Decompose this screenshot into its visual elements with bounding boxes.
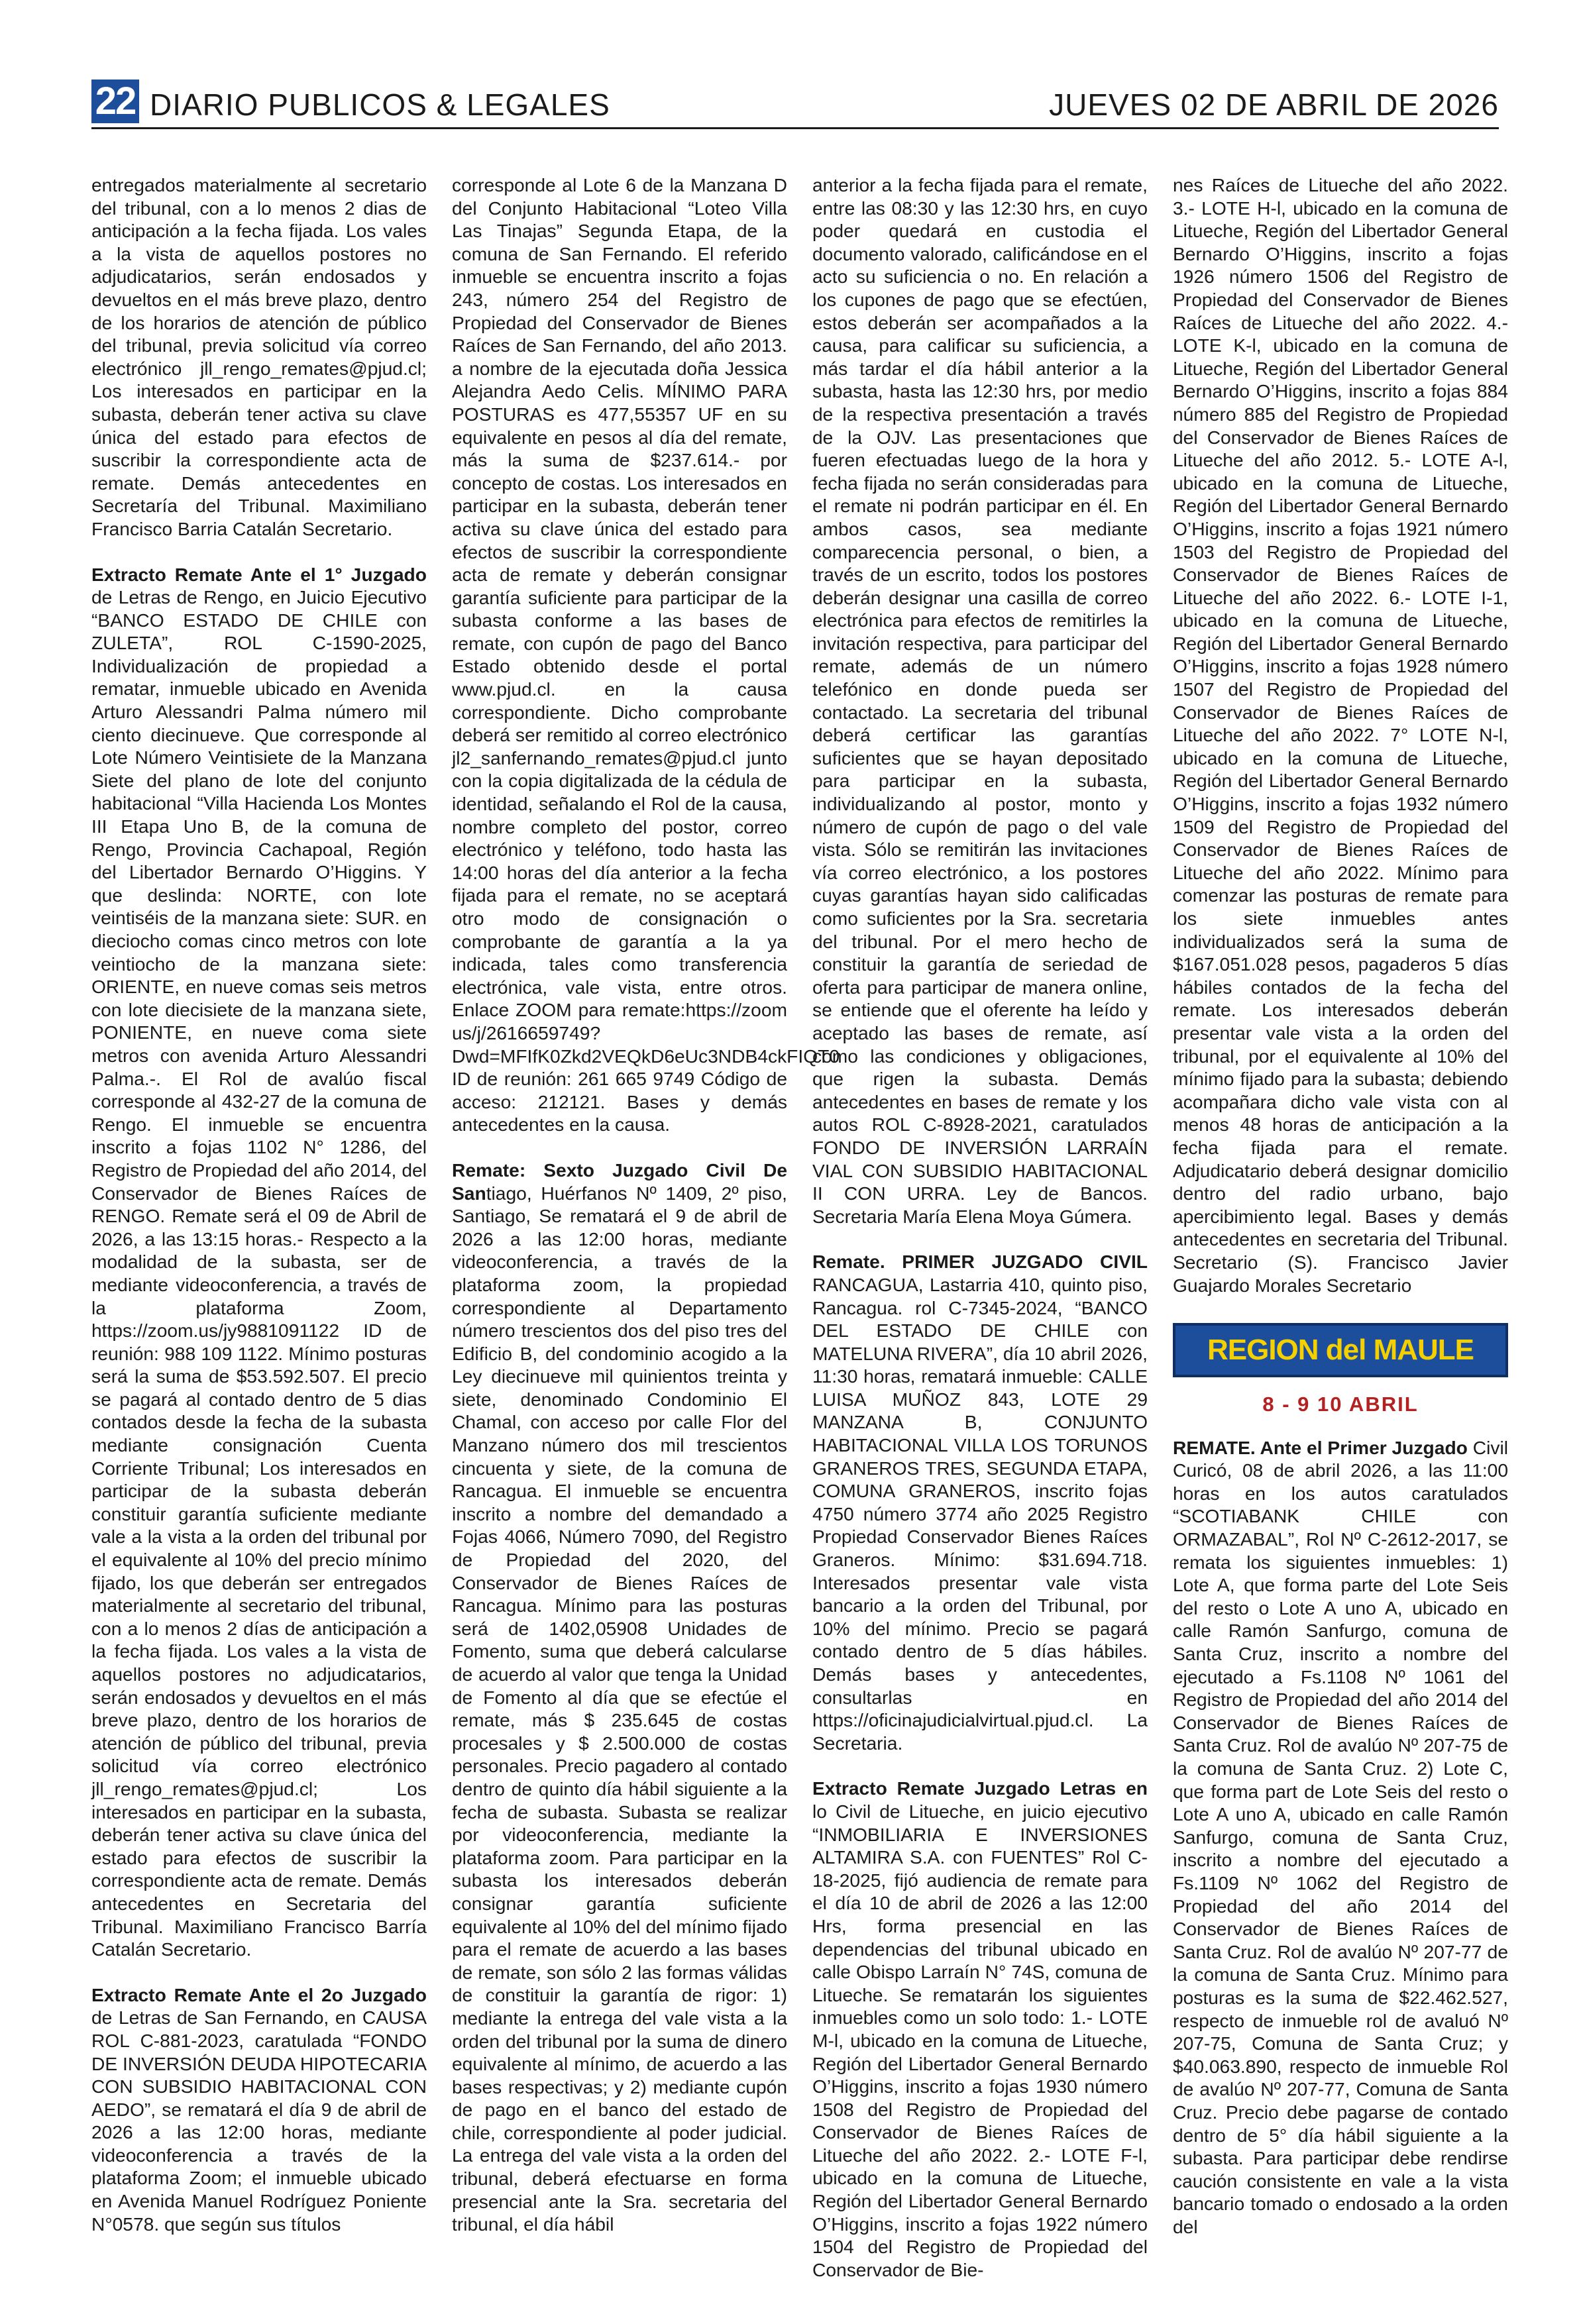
notice-continuation (452, 174, 840, 1136)
region-banner-label: REGION del MAULE (1207, 1333, 1474, 1366)
column-1 (91, 174, 427, 2287)
column-4 (1173, 174, 1508, 2287)
notice-heading: REMATE. Ante el Primer Juzgado (1173, 1436, 1468, 1458)
notice-heading: Remate. PRIMER JUZGADO CIVIL (812, 1251, 1148, 1273)
notice-text: de Letras de Rengo, en Juicio Ejecutivo “BANCO ESTADO DE CHILE con ZULETA”, ROL C-1590-2025, Individualización de propiedad a rematar, inmueble ubicado en Avenida Arturo Alessandri Palma número mil ciento diecinueve. Que corresponde al Lote Número Veintisiete de la Manzana Siete del plano de lote del conjunto habitacional “Villa Hacienda Los Montes III Etapa Uno B, de la comuna de Rengo, Provincia Cachapoal, Región del Libertador Bernardo O’Higgins. Y que deslinda: NORTE, con lote veintiséis de la manzana siete: SUR. en dieciocho comas cinco metros con lote veintiocho de la manzana siete: ORIENTE, en nueve comas seis metros con lote diecisiete de la manzana siete, PONIENTE, en nueve coma siete metros con avenida Arturo Alessandri Palma.-. El Rol de avalúo fiscal corresponde al 432-27 de la comuna de Rengo. El inmueble se encuentra inscrito a fojas 1102 N° 1286, del Registro de Propiedad del año 2014, del Conservador de Bienes Raíces de RENGO. Remate será el 09 de Abril de 2026, a las 13:15 horas.- Respecto a la modalidad de la subasta, ser de mediante videoconferencia, a través de la plataforma Zoom, https://zoom.us/jy9881091122 ID de reunión: 988 109 1122. Mínimo posturas será la suma de $53.592.507. El precio se pagará al contado dentro de 5 dias contados desde la fecha de la subasta mediante consignación Cuenta Corriente Tribunal; Los interesados en participar de la subasta deberán constituir garantía suficiente mediante vale a la vista a la orden del tribunal por el equivalente al 10% del precio mínimo fijado, los que deberán ser entregados materialmente al secretario del tribunal, con a lo menos 2 días de anticipación a la fecha fijada. Los vales a la vista de aquellos postores no adjudicatarios, serán endosados y devueltos en el más breve plazo, dentro de los horarios de atención de público del tribunal, previa solicitud vía correo electrónico jll_rengo_remates@pjud.cl; Los interesados en participar en la subasta, deberán tener activa su clave única del estado para efectos de suscribir la correspondiente acta de remate. Demás antecedentes en Secretaria del Tribunal. Maximiliano Francisco Barría Catalán Secretario. (91, 586, 427, 1960)
notice-santiago (452, 1159, 787, 2236)
notice-continuation (1173, 174, 1508, 1296)
notice-text: anterior a la fecha fijada para el remate, entre las 08:30 y las 12:30 hrs, en cuyo poder quedará en custodia el documento valorado, calificándose en el acto su suficiencia o no. En relación a los cupones de pago que se efectúen, estos deberán ser acompañados a la causa, para calificar su suficiencia, a más tardar el día hábil anterior a la subasta, hasta las 12:30 hrs, por medio de la respectiva presentación a través de la OJV. Las presentaciones que fueren efectuadas luego de la hora y fecha fijada no serán consideradas para el remate ni podrán participar en él. En ambos casos, sea mediante comparecencia personal, o bien, a través de un escrito, todos los postores deberán designar una casilla de correo electrónica para efectos de remitirles la invitación respectiva, para participar del remate, además de un número telefónico en donde pueda ser contactado. La secretaria del tribunal deberá certificar las garantías suficientes que se hayan depositado para participar en la subasta, individualizando al postor, monto y número de cupón de pago o del vale vista. Sólo se remitirán las invitaciones vía correo electrónico, a los postores cuyas garantías hayan sido calificadas como suficientes por la Sra. secretaria del tribunal. Por el mero hecho de constituir la garantía de seriedad de oferta para participar de manera online, se entiende que el oferente ha leído y aceptado las bases de remate, así como las condiciones y obligaciones, que rigen la subasta. Demás antecedentes en bases de remate y los autos ROL C-8928-2021, caratulados FONDO DE INVERSIÓN LARRAÍN VIAL CON SUBSIDIO HABITACIONAL II CON URRA. Ley de Bancos. Secretaria María Elena Moya Gúmera. (812, 174, 1148, 1227)
notice-text: nes Raíces de Litueche del año 2022. 3.- LOTE H-l, ubicado en la comuna de Litueche, Región del Libertador General Bernardo O’Higgins, inscrito a fojas 1926 número 1506 del Registro de Propiedad del Conservador de Bienes Raíces de Litueche del año 2022. 4.- LOTE K-l, ubicado en la comuna de Litueche, Región del Libertador General Bernardo O’Higgins, inscrito a fojas 884 número 885 del Registro de Propiedad del Conservador de Bienes Raíces de Litueche del año 2012. 5.- LOTE A-l, ubicado en la comuna de Litueche, Región del Libertador General Bernardo O’Higgins, inscrito a fojas 1921 número 1503 del Registro de Propiedad del Conservador de Bienes Raíces de Litueche del año 2022. 6.- LOTE I-1, ubicado en la comuna de Litueche, Región del Libertador General Bernardo O’Higgins, inscrito a fojas 1928 número 1507 del Registro de Propiedad del Conservador de Bienes Raíces de Litueche del año 2022. 7° LOTE N-l, ubicado en la comuna de Litueche, Región del Libertador General Bernardo O’Higgins, inscrito a fojas 1932 número 1509 del Registro de Propiedad del Conservador de Bienes Raíces de Litueche del año 2022. Mínimo para comenzar las posturas de remate para los siete inmuebles antes individualizados será la suma de $167.051.028 pesos, pagaderos 5 días hábiles contados de la fecha del remate. Los interesados deberán presentar vale vista a la orden del tribunal, por el equivalente al 10% del mínimo fijado para la subasta; debiendo acompañara dicho vale vista con al menos 48 horas de anticipación a la fecha fijada para el remate. Adjudicatario deberá designar domicilio dentro del radio urbano, bajo apercibimiento legal. Bases y demás antecedentes en secretaria del Tribunal. Secretario (S). Francisco Javier Guajardo Morales Secretario (1173, 174, 1508, 1296)
notice-san-fernando (91, 1983, 427, 2236)
notice-text: de Letras de San Fernando, en CAUSA ROL C-881-2023, caratulada “FONDO DE INVERSIÓN DEUDA HIPOTECARIA CON SUBSIDIO HABITACIONAL CON AEDO”, se rematará el día 9 de abril de 2026 a las 12:00 horas, mediante videoconferencia a través de la plataforma Zoom; el inmueble ubicado en Avenida Manuel Rodríguez Poniente N°0578. que según sus títulos (91, 2007, 427, 2235)
notice-heading: Remate: Sexto Juzgado Civil De San (452, 1159, 787, 1204)
notice-heading: Extracto Remate Ante el 2o Juzgado (91, 1983, 427, 2005)
region-dates: 8 - 9 10 ABRIL (1262, 1393, 1419, 1416)
notice-continuation (91, 174, 427, 541)
notice-litueche (812, 1777, 1148, 2281)
publication-date: JUEVES 02 DE ABRIL DE 2026 (1049, 87, 1499, 122)
notice-curico (1173, 1436, 1508, 2239)
column-2 (452, 174, 840, 2287)
notice-rengo (91, 563, 427, 1961)
notice-text: lo Civil de Litueche, en juicio ejecutivo “INMOBILIARIA E INVERSIONES ALTAMIRA S.A. con FUENTES” Rol C-18-2025, fijó audiencia de remate para el día 10 de abril de 2026 a las 12:00 Hrs, forma presencial en las dependencias del tribunal ubicado en calle Obispo Larraín N° 74S, comuna de Litueche. Se rematarán los siguientes inmuebles como un solo todo: 1.- LOTE M-l, ubicado en la comuna de Litueche, Región del Libertador General Bernardo O’Higgins, inscrito a fojas 1930 número 1508 del Registro de Propiedad del Conservador de Bienes Raíces de Litueche del año 2022. 2.- LOTE F-l, ubicado en la comuna de Litueche, Región del Libertador General Bernardo O’Higgins, inscrito a fojas 1922 número 1504 del Registro de Propiedad del Conservador de Bie- (812, 1800, 1148, 2280)
notice-rancagua (812, 1250, 1148, 1754)
notice-text: Civil Curicó, 08 de abril 2026, a las 11:00 horas en los autos caratulados “SCOTIABANK CHILE con ORMAZABAL”, Rol Nº C-2612-2017, se remata los siguientes inmuebles: 1) Lote A, que forma parte del Lote Seis del resto o Lote A uno A, ubicado en calle Ramón Sanfurgo, comuna de Santa Cruz, inscrito a nombre del ejecutado a Fs.1108 Nº 1061 del Registro de Propiedad del año 2014 del Conservador de Bienes Raíces de Santa Cruz. Rol de avalúo Nº 207-75 de la comuna de Santa Cruz. 2) Lote C, que forma part de Lote Seis del resto o Lote A uno A, ubicado en calle Ramón Sanfurgo, comuna de Santa Cruz, inscrito a nombre del ejecutado a Fs.1109 Nº 1062 del Registro de Propiedad del año 2014 del Conservador de Bienes Raíces de Santa Cruz. Rol de avalúo Nº 207-77 de la comuna de Santa Cruz. Mínimo para posturas es la suma de $22.462.527, respecto de inmueble rol de avaluó Nº 207-75, Comuna de Santa Cruz; y $40.063.890, respecto de inmueble Rol de avalúo Nº 207-77, Comuna de Santa Cruz. Precio debe pagarse de contado dentro de 5° día hábil siguiente a la subasta. Para participar debe rendirse caución consistente en vale a la vista bancario tomado o endosado a la orden del (1173, 1436, 1508, 2237)
header-rule (91, 127, 1499, 129)
notice-text: corresponde al Lote 6 de la Manzana D del Conjunto Habitacional “Loteo Villa Las Tinajas” Segunda Etapa, de la comuna de San Fernando. El referido inmueble se encuentra inscrito a fojas 243, número 254 del Registro de Propiedad del Conservador de Bienes Raíces de San Fernando, del año 2013. a nombre de la ejecutada doña Jessica Alejandra Aedo Celis. MÍNIMO PARA POSTURAS es 477,55357 UF en su equivalente en pesos al día del remate, más la suma de $237.614.- por concepto de costas. Los interesados en participar en la subasta, deberán tener activa su clave única del estado para efectos de suscribir la correspondiente acta de remate y deberán consignar garantía suficiente para participar de la subasta conforme a las bases de remate, con cupón de pago del Banco Estado obtenido desde el portal www.pjud.cl. en la causa correspondiente. Dicho comprobante deberá ser remitido al correo electrónico jl2_sanfernando_remates@pjud.cl junto con la copia digitalizada de la cédula de identidad, señalando el Rol de la causa, nombre completo del postor, correo electrónico y teléfono, todo hasta las 14:00 horas del día anterior a la fecha fijada para el remate, no se aceptará otro modo de consignación o comprobante de garantía a la ya indicada, tales como transferencia electrónica, vale vista, entre otros. Enlace ZOOM para remate:https://zoom us/j/2616659749?Dwd=MFIfK0Zkd2VEQkD6eUc3NDB4ckFIQT0 ID de reunión: 261 665 9749 Código de acceso: 212121. Bases y demás antecedentes en la causa. (452, 174, 840, 1136)
region-banner (1173, 1323, 1508, 1377)
page-header (91, 79, 1499, 126)
column-3 (812, 174, 1148, 2287)
notice-text: RANCAGUA, Lastarria 410, quinto piso, Rancagua. rol C-7345-2024, “BANCO DEL ESTADO DE CHILE con MATELUNA RIVERA”, día 10 abril 2026, 11:30 horas, rematará inmueble: CALLE LUISA MUÑOZ 843, LOTE 29 MANZANA B, CONJUNTO HABITACIONAL VILLA LOS TORUNOS GRANEROS TRES, SEGUNDA ETAPA, COMUNA GRANEROS, inscrito fojas 4750 número 3774 año 2025 Registro Propiedad Conservador Bienes Raíces Graneros. Mínimo: $31.694.718. Interesados presentar vale vista bancario a la orden del Tribunal, por 10% del mínimo. Precio se pagará contado dentro de 5 días hábiles. Demás bases y antecedentes, consultarlas en https://oficinajudicialvirtual.pjud.cl. La Secretaria. (812, 1273, 1148, 1754)
publication-title: DIARIO PUBLICOS & LEGALES (150, 87, 610, 122)
page-number: 22 (91, 79, 139, 123)
notice-continuation (812, 174, 1148, 1228)
notice-heading: Extracto Remate Ante el 1° Juzgado (91, 563, 427, 585)
notice-text: tiago, Huérfanos Nº 1409, 2º piso, Santiago, Se rematará el 9 de abril de 2026 a las 12:00 horas, mediante videoconferencia, a través de la plataforma zoom, la propiedad correspondiente al Departamento número trescientos dos del piso tres del Edificio B, del condominio acogido a la Ley diecinueve mil quinientos treinta y siete, denominado Condominio El Chamal, con acceso por calle Flor del Manzano número dos mil trescientos cincuenta y siete, de la comuna de Rancagua. El inmueble se encuentra inscrito a nombre del demandado a Fojas 4066, Número 7090, del Registro de Propiedad del 2020, del Conservador de Bienes Raíces de Rancagua. Mínimo para las posturas será de 1402,05908 Unidades de Fomento, suma que deberá calcularse de acuerdo al valor que tenga la Unidad de Fomento al día que se efectúe el remate, más $ 235.645 de costas procesales y $ 2.500.000 de costas personales. Precio pagadero al contado dentro de quinto día hábil siguiente a la fecha de subasta. Subasta se realizar por videoconferencia, mediante la plataforma zoom. Para participar en la subasta los interesados deberán consignar garantía suficiente equivalente al 10% del del mínimo fijado para el remate de acuerdo a las bases de remate, son sólo 2 las formas válidas de constituir la garantía de rigor: 1) mediante la entrega del vale vista a la orden del tribunal por la suma de dinero equivalente al mínimo, de acuerdo a las bases respectivas; y 2) mediante cupón de pago en el banco del estado de chile, correspondiente al poder judicial. La entrega del vale vista a la orden del tribunal, deberá efectuarse en forma presencial ante la Sra. secretaria del tribunal, el día hábil (452, 1182, 787, 2235)
notice-text: entregados materialmente al secretario del tribunal, con a lo menos 2 dias de anticipación a la fecha fijada. Los vales a la vista de aquellos postores no adjudicatarios, serán endosados y devueltos en el más breve plazo, dentro de los horarios de atención de público del tribunal, previa solicitud vía correo electrónico jll_rengo_remates@pjud.cl; Los interesados en participar en la subasta, deberán tener activa su clave única del estado para efectos de suscribir la correspondiente acta de remate. Demás antecedentes en Secretaría del Tribunal. Maximiliano Francisco Barria Catalán Secretario. (91, 174, 427, 539)
notice-heading: Extracto Remate Juzgado Letras en (812, 1777, 1148, 1799)
